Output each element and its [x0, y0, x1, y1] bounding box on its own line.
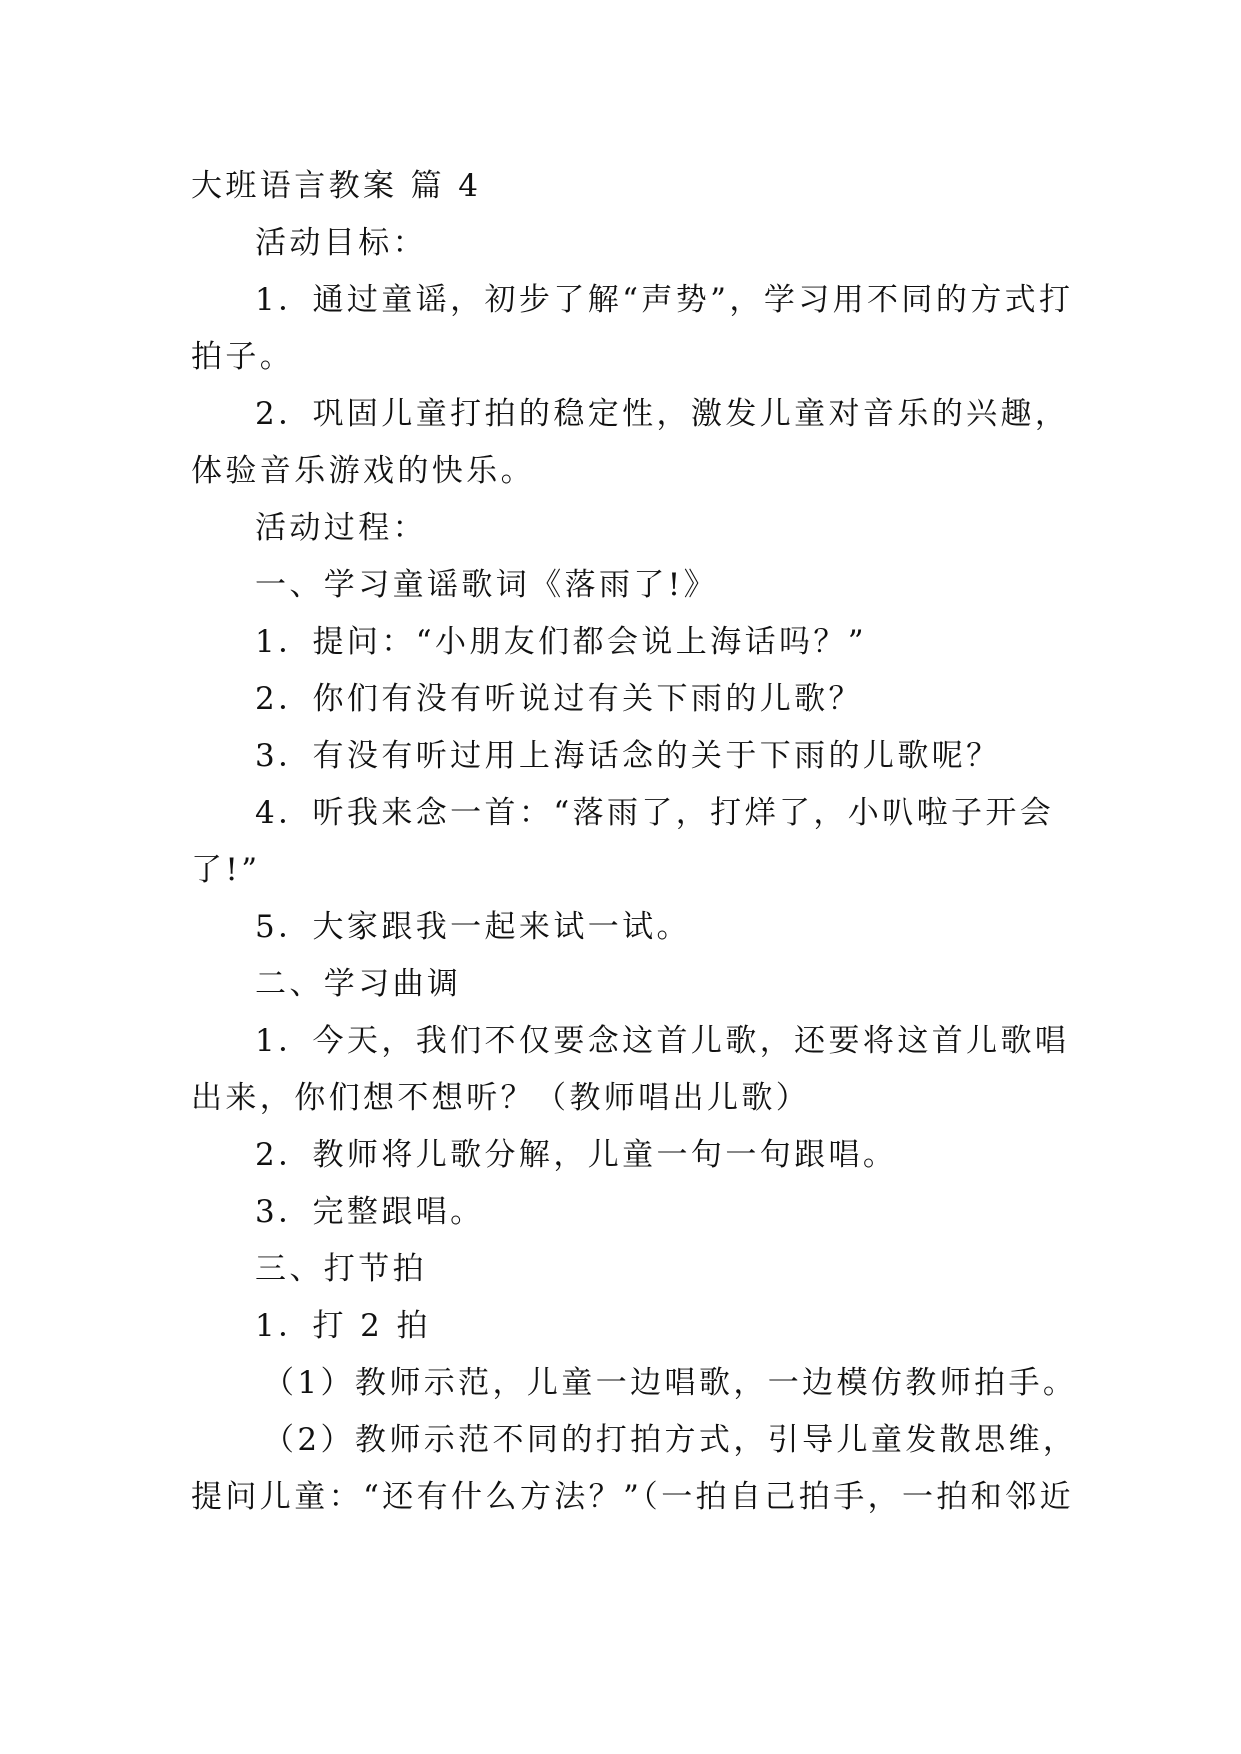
paragraph-line: 4．听我来念一首：“落雨了，打烊了，小叭啦子开会	[255, 795, 1055, 831]
section-heading: 二、学习曲调	[255, 966, 462, 1002]
heading-activity-process: 活动过程：	[255, 510, 427, 546]
paragraph-line: 1．今天，我们不仅要念这首儿歌，还要将这首儿歌唱	[255, 1023, 1070, 1059]
paragraph-line: 体验音乐游戏的快乐。	[191, 453, 535, 489]
paragraph-line: 1．提问：“小朋友们都会说上海话吗？”	[255, 624, 868, 660]
paragraph-line: 提问儿童：“还有什么方法？”（一拍自己拍手，一拍和邻近	[191, 1479, 1074, 1515]
heading-activity-goals: 活动目标：	[255, 225, 427, 261]
paragraph-line: 了!”	[191, 852, 261, 888]
paragraph-line: （2）教师示范不同的打拍方式，引导儿童发散思维，	[263, 1422, 1078, 1458]
paragraph-line: 2．教师将儿歌分解，儿童一句一句跟唱。	[255, 1137, 898, 1173]
paragraph-line: 3．有没有听过用上海话念的关于下雨的儿歌呢？	[255, 738, 1001, 774]
section-heading: 三、打节拍	[255, 1251, 427, 1287]
paragraph-line: 2．你们有没有听说过有关下雨的儿歌？	[255, 681, 863, 717]
paragraph-line: 出来，你们想不想听？（教师唱出儿歌）	[191, 1080, 811, 1116]
paragraph-line: 1．通过童谣，初步了解“声势”，学习用不同的方式打	[255, 282, 1074, 318]
document-title: 大班语言教案 篇 4	[191, 168, 482, 204]
paragraph-line: 拍子。	[191, 339, 295, 375]
paragraph-line: 1．打 2 拍	[255, 1308, 431, 1344]
paragraph-line: 5．大家跟我一起来试一试。	[255, 909, 691, 945]
section-heading: 一、学习童谣歌词《落雨了!》	[255, 567, 719, 603]
paragraph-line: （1）教师示范，儿童一边唱歌，一边模仿教师拍手。	[263, 1365, 1078, 1401]
paragraph-line: 2．巩固儿童打拍的稳定性，激发儿童对音乐的兴趣，	[255, 396, 1070, 432]
paragraph-line: 3．完整跟唱。	[255, 1194, 485, 1230]
